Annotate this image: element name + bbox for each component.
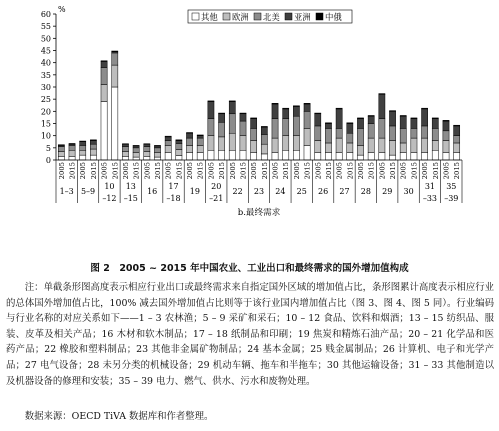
bar-segment-北美 [454,136,460,143]
bar-segment-北美 [112,53,118,65]
bar-segment-亚洲 [315,114,321,126]
bar-segment-其他 [347,153,353,160]
sector-label: 20 [211,182,222,191]
bar-segment-其他 [176,156,182,160]
x-year-label: 2005 [314,162,323,180]
bar-segment-中俄 [101,61,107,62]
x-year-label: 2015 [324,162,333,180]
sector-label: 31 [424,182,436,191]
bar-segment-北美 [219,122,225,137]
x-year-label: 2005 [186,162,195,180]
figure-note [6,280,494,389]
sector-label: 17 [168,182,179,191]
bar-segment-欧洲 [357,145,363,155]
bar-segment-亚洲 [411,119,417,129]
bar-segment-亚洲 [261,127,267,134]
y-axis [41,5,66,165]
bar-segment-中俄 [58,145,64,146]
bar-segment-亚洲 [90,141,96,145]
bar-segment-中俄 [197,135,203,136]
sector-label: 10 [104,182,115,191]
x-year-label: 2015 [68,162,77,180]
x-axis-title: b.最终需求 [237,208,281,218]
y-tick-label: 5 [45,143,51,153]
bar-segment-中俄 [283,108,289,109]
bar-segment-中俄 [347,123,353,124]
legend-label: 欧洲 [232,12,249,22]
sector-label: 29 [382,187,393,196]
x-year-label: 2015 [431,162,440,180]
legend-swatch [316,13,323,20]
bar-segment-中俄 [379,94,385,95]
bar-segment-其他 [432,150,438,160]
sector-label: 24 [275,187,286,196]
sector-label-cont: –39 [444,194,459,203]
bar-segment-其他 [240,150,246,160]
bar-segment-亚洲 [443,121,449,131]
bar-segment-其他 [197,153,203,160]
bar-segment-北美 [122,147,128,152]
bar-segment-北美 [240,121,246,136]
bar-segment-欧洲 [443,141,449,153]
bar-segment-北美 [165,141,171,146]
bar-segment-北美 [411,128,417,138]
y-axis-unit-label: % [58,5,66,14]
bar-segment-中俄 [325,123,331,124]
bar-segment-欧洲 [261,144,267,154]
bar-segment-欧洲 [122,151,128,156]
x-year-label: 2015 [389,162,398,180]
bar-segment-欧洲 [154,153,160,157]
x-year-label: 2015 [453,162,462,180]
bar-segment-北美 [251,128,257,140]
x-year-label: 2015 [218,162,227,180]
bar-segment-亚洲 [304,104,310,111]
bar-segment-中俄 [186,133,192,134]
bar-segment-亚洲 [229,102,235,114]
bar-segment-欧洲 [454,143,460,153]
bar-segment-亚洲 [379,94,385,118]
bar-segment-中俄 [90,140,96,141]
y-tick-label: 35 [40,70,51,80]
bar-segment-其他 [315,153,321,160]
bar-segment-其他 [325,153,331,160]
bar-segment-中俄 [240,113,246,114]
bar-segment-亚洲 [272,104,278,119]
bar-segment-中俄 [80,141,86,142]
sector-label: 19 [189,187,200,196]
x-year-label: 2005 [399,162,408,180]
x-year-label: 2005 [250,162,259,180]
x-year-label: 2005 [442,162,451,180]
bar-segment-北美 [272,119,278,138]
y-tick-label: 50 [40,34,51,44]
bar-segment-北美 [293,116,299,135]
bar-segment-其他 [229,150,235,160]
x-year-label: 2005 [421,162,430,180]
bar-segment-亚洲 [219,114,225,123]
bar-segment-其他 [112,87,118,160]
bar-segment-中俄 [336,108,342,109]
bar-segment-欧洲 [272,138,278,153]
bar-segment-北美 [144,147,150,152]
bar-segment-欧洲 [90,149,96,155]
x-year-label: 2015 [89,162,98,180]
bar-segment-北美 [69,145,75,150]
bar-segment-亚洲 [101,61,107,67]
bar-segment-欧洲 [80,150,86,155]
x-year-label: 2005 [57,162,66,180]
bar-segment-中俄 [293,106,299,107]
bar-segment-欧洲 [229,133,235,150]
bar-segment-亚洲 [122,144,128,146]
bar-segment-亚洲 [165,137,171,141]
bar-segment-中俄 [432,118,438,119]
bar-segment-北美 [336,128,342,138]
bar-segment-欧洲 [165,145,171,152]
bar-segment-其他 [443,153,449,160]
bar-segment-其他 [80,155,86,160]
bar-segment-北美 [186,138,192,145]
bar-segment-中俄 [304,103,310,104]
bar-segment-欧洲 [240,136,246,151]
bar-segment-北美 [347,133,353,143]
y-tick-label: 40 [40,58,51,68]
bar-segment-其他 [69,156,75,160]
bar-segment-中俄 [272,103,278,104]
bar-segment-欧洲 [336,138,342,153]
bar-segment-亚洲 [208,102,214,119]
bar-segment-其他 [144,156,150,160]
y-tick-label: 0 [45,156,51,165]
x-year-label: 2005 [335,162,344,180]
bar-segment-北美 [133,148,139,153]
bar-segment-欧洲 [186,145,192,152]
bar-segment-北美 [197,138,203,145]
bar-segment-亚洲 [283,109,289,119]
legend-label: 亚洲 [294,12,311,22]
bar-segment-欧洲 [58,151,64,156]
bar-segment-欧洲 [219,137,225,150]
sector-label: 30 [403,187,414,196]
legend-swatch [223,13,230,20]
bar-segment-中俄 [176,140,182,141]
sector-label: 35 [446,182,457,191]
bar-segment-其他 [165,153,171,160]
legend-label: 其他 [201,12,218,22]
sector-label: 23 [253,187,265,196]
bar-segment-欧洲 [293,136,299,151]
legend-label: 中俄 [325,12,342,22]
bar-segment-亚洲 [80,142,86,146]
bar-segment-亚洲 [432,119,438,129]
bar-segment-中俄 [229,101,235,102]
sector-label: 16 [147,187,158,196]
legend-swatch [192,13,199,20]
bar-segment-亚洲 [325,124,331,129]
bar-segment-北美 [261,134,267,144]
bar-segment-其他 [336,153,342,160]
data-source: 数据来源：OECD TiVA 数据库和作者整理。 [24,411,214,422]
bar-segment-北美 [443,131,449,141]
bar-segment-欧洲 [400,143,406,153]
x-year-label: 2015 [132,162,141,180]
bar-segment-中俄 [400,115,406,116]
bar-segment-欧洲 [251,141,257,153]
bar-segment-中俄 [315,113,321,114]
bar-segment-欧洲 [112,65,118,87]
bar-segment-欧洲 [389,141,395,156]
x-year-label: 2005 [292,162,301,180]
x-year-label: 2015 [111,162,120,180]
bar-segment-亚洲 [422,109,428,126]
bar-segment-中俄 [422,108,428,109]
bar-segment-亚洲 [133,146,139,148]
note-text: 注：单截条形图高度表示相应行业出口或最终需求来自指定国外区域的增加值占比，条形图累计高度表示相应行业的总体国外增加值占比，100% 减去国外增加值占比则等于该行业国内增加值占比（图 3、图 4、图 5 同）。行业编码与行业名称的对应关系如下——1 – 3 农林渔；5 – 9 采矿和采石；10 – 12 食品、饮料和烟酒；13 – 15 纺织品、服装、皮革及相关产品；16 木材和软木制品；17 – 18 纸制品和印刷；19 焦炭和精炼石油产品；20 – 21 化学品和医药产品；22 橡胶和塑料制品；23 其他非金属矿物制品；24 基本金属；25 贱金属制品；26 计算机、电子和光学产品；27 电气设备；28 未另分类的机械设备；29 机动车辆、拖车和半拖车；30 其他运输设备；31 – 33 其他制造以及机器设备的修理和安装；35 – 39 电力、燃气、供水、污水和废物处理。 [6,282,494,387]
bar-segment-欧洲 [432,141,438,151]
bar-segment-亚洲 [240,114,246,121]
y-tick-label: 20 [40,107,51,117]
bar-segment-欧洲 [197,145,203,152]
sector-label: 1–3 [59,187,74,196]
bar-segment-亚洲 [293,106,299,116]
bar-segment-欧洲 [379,138,385,153]
bar-segment-其他 [154,157,160,160]
bar-segment-其他 [454,153,460,160]
bar-segment-亚洲 [347,124,353,134]
bar-segment-亚洲 [186,133,192,138]
bar-segment-中俄 [208,101,214,102]
x-year-label: 2005 [100,162,109,180]
bar-segment-北美 [389,126,395,141]
bar-segment-其他 [389,155,395,160]
bar-segment-北美 [80,145,86,150]
x-year-label: 2015 [367,162,376,180]
x-year-label: 2005 [207,162,216,180]
sector-label: 22 [232,187,243,196]
bar-segment-欧洲 [69,150,75,156]
sector-label-cont: –33 [422,194,438,203]
bar-segment-欧洲 [347,143,353,153]
x-year-label: 2015 [346,162,355,180]
bar-segment-北美 [101,68,107,85]
bar-segment-北美 [208,119,214,136]
bar-segment-亚洲 [154,146,160,148]
bar-segment-北美 [90,144,96,149]
sector-label: 28 [360,187,371,196]
bar-segment-北美 [315,126,321,141]
bar-segment-亚洲 [389,111,395,126]
bar-segment-北美 [176,143,182,149]
sector-label: 27 [339,187,350,196]
y-tick-label: 55 [40,22,51,32]
bar-segment-其他 [272,153,278,160]
bar-segment-亚洲 [357,119,363,129]
legend-label: 北美 [263,12,280,22]
bar-segment-欧洲 [176,150,182,156]
bar-segment-欧洲 [101,85,107,102]
bar-segment-其他 [122,156,128,160]
bar-segment-亚洲 [251,119,257,129]
bar-segment-北美 [432,128,438,140]
y-tick-label: 15 [40,119,51,129]
x-year-label: 2005 [79,162,88,180]
bar-segment-亚洲 [336,109,342,128]
x-year-label: 2005 [121,162,130,180]
bar-segment-中俄 [389,111,395,112]
bar-segment-北美 [422,126,428,138]
chart-legend [188,10,352,23]
bar-segment-其他 [133,157,139,160]
y-tick-label: 45 [40,46,51,56]
bar-segment-其他 [58,156,64,160]
bar-segment-北美 [154,148,160,153]
bar-segment-北美 [400,128,406,143]
bar-segment-中俄 [454,125,460,126]
x-year-label: 2005 [271,162,280,180]
x-year-label: 2005 [228,162,237,180]
bar-segment-中俄 [443,120,449,121]
bar-segment-北美 [58,147,64,152]
x-year-label: 2015 [196,162,205,180]
y-tick-label: 10 [40,131,51,141]
bar-segment-中俄 [219,113,225,114]
bar-segment-其他 [422,153,428,160]
bar-segment-亚洲 [176,141,182,144]
bar-segment-欧洲 [304,128,310,145]
x-year-label: 2015 [282,162,291,180]
y-tick-label: 60 [40,10,51,19]
bar-segment-中俄 [411,118,417,119]
sector-label-cont: –18 [166,194,181,203]
bar-segment-欧洲 [144,151,150,156]
sector-label: 25 [296,187,307,196]
bar-segment-欧洲 [283,136,289,151]
legend-swatch [254,13,261,20]
bar-group [58,51,460,160]
bar-segment-其他 [251,153,257,160]
bar-segment-其他 [90,155,96,160]
figure-title: 图 2 2005 ~ 2015 年中国农业、工业出口和最终需求的国外增加值构成 [90,263,409,274]
x-year-label: 2005 [378,162,387,180]
legend-swatch [285,13,292,20]
bar-segment-中俄 [69,143,75,144]
bar-segment-亚洲 [368,116,374,123]
bar-segment-北美 [368,124,374,139]
bar-segment-其他 [357,155,363,160]
x-year-label: 2005 [357,162,365,180]
bar-segment-其他 [411,153,417,160]
bar-segment-其他 [261,154,267,160]
bar-segment-欧洲 [411,138,417,153]
x-year-label: 2015 [175,162,184,180]
x-year-label: 2015 [239,162,248,180]
bar-segment-欧洲 [368,138,374,153]
bar-segment-其他 [101,102,107,160]
bar-segment-北美 [357,128,363,145]
bar-segment-其他 [208,150,214,160]
bar-segment-中俄 [165,136,171,137]
x-year-label: 2015 [410,162,419,180]
bar-segment-其他 [293,150,299,160]
sector-label-cont: –12 [102,194,117,203]
bar-segment-中俄 [112,51,118,52]
bar-segment-中俄 [357,118,363,119]
bar-segment-亚洲 [144,144,150,146]
bar-segment-亚洲 [454,126,460,136]
sector-label: 13 [125,182,136,191]
bar-segment-中俄 [251,118,257,119]
x-year-label: 2015 [303,162,312,180]
bar-segment-其他 [304,145,310,160]
sector-label: 26 [318,187,329,196]
bar-segment-北美 [325,128,331,143]
bar-segment-欧洲 [422,138,428,153]
y-tick-label: 25 [40,95,51,105]
x-year-label: 2015 [154,162,162,180]
bar-segment-亚洲 [400,116,406,128]
bar-segment-北美 [379,119,385,138]
sector-label-cont: –21 [209,194,224,203]
x-year-label: 2015 [260,162,269,180]
y-tick-label: 30 [40,83,51,92]
sector-label-cont: –15 [123,194,138,203]
bar-segment-其他 [368,153,374,160]
bar-segment-北美 [283,119,289,136]
sector-label: 5–9 [80,187,96,196]
bar-segment-欧洲 [325,143,331,153]
bar-segment-亚洲 [197,136,203,138]
bar-segment-北美 [304,111,310,128]
x-year-label: 2005 [143,162,152,180]
bar-segment-中俄 [368,115,374,116]
bar-segment-欧洲 [208,136,214,151]
bar-segment-其他 [400,153,406,160]
bar-segment-欧洲 [133,153,139,157]
x-year-label: 2005 [164,162,173,180]
x-axis [56,160,462,218]
bar-segment-其他 [186,153,192,160]
bar-segment-中俄 [261,126,267,127]
bar-segment-其他 [379,153,385,160]
bar-segment-其他 [219,150,225,160]
bar-segment-其他 [283,150,289,160]
bar-segment-北美 [229,114,235,133]
bar-segment-欧洲 [315,141,321,153]
